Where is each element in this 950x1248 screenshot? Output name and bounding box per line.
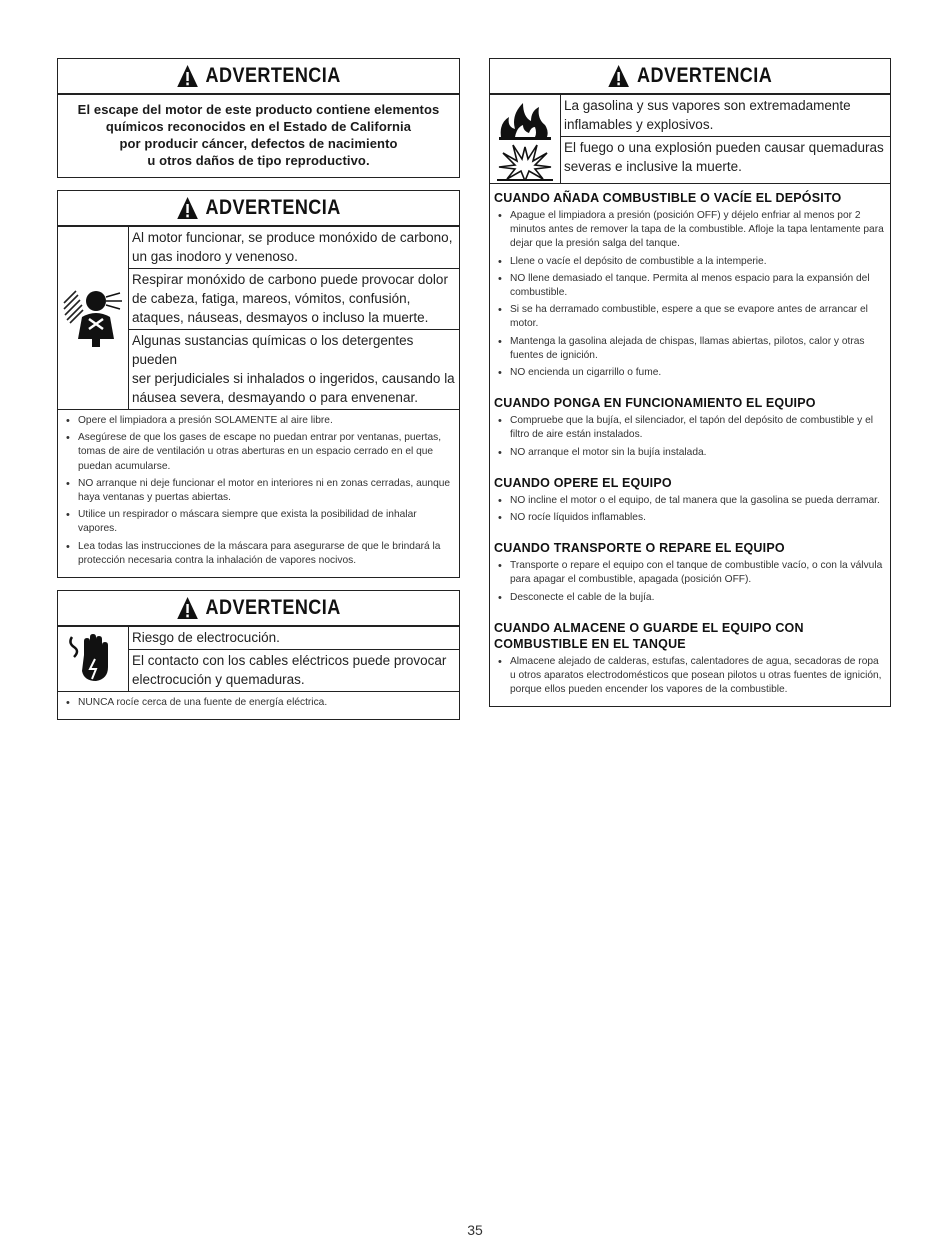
electrocution-warning-box [57, 590, 460, 720]
section-heading: CUANDO ALMACENE O GUARDE EL EQUIPO CON COMBUSTIBLE EN EL TANQUE [494, 620, 804, 651]
list-item: • NO arranque el motor sin la bujía instalada. [496, 446, 884, 460]
warning-title: ADVERTENCIA [205, 64, 341, 87]
fuel-warning-box [489, 58, 891, 707]
california-warning-text [58, 95, 459, 177]
warning-title: ADVERTENCIA [637, 64, 773, 87]
ca-line: u otros daños de tipo reproductivo. [147, 153, 370, 168]
fuel-hazard-text-1: La gasolina y sus vapores son extremadamente inflamables y explosivos. [561, 95, 890, 137]
section-heading: CUANDO TRANSPORTE O REPARE EL EQUIPO [494, 541, 785, 556]
page-number: 35 [467, 1222, 483, 1238]
warning-header [86, 191, 431, 225]
warning-title: ADVERTENCIA [205, 596, 341, 620]
toxic-fumes-icon [62, 283, 124, 353]
section-heading: CUANDO OPERE EL EQUIPO [494, 475, 672, 490]
list-item: • Lea todas las instrucciones de la máscara para asegurarse de que le brindará la protección necesaria contra la inhalación de vapores nocivos. [64, 540, 453, 568]
section-heading: CUANDO PONGA EN FUNCIONAMIENTO EL EQUIPO [494, 396, 816, 411]
warning-triangle-icon [176, 64, 198, 88]
california-warning-box [57, 58, 460, 178]
warning-header [518, 59, 862, 93]
list-item: • Desconecte el cable de la bujía. [496, 591, 884, 605]
fuel-section-operating [490, 469, 890, 534]
shock-hazard-text-2: El contacto con los cables eléctricos puede provocar electrocución y quemaduras. [132, 653, 447, 688]
fuel-section-adding [490, 184, 890, 389]
list-item: • Mantenga la gasolina alejada de chispas, llamas abiertas, pilotos, calor y otras fuentes de ignición. [496, 335, 884, 363]
warning-title: ADVERTENCIA [205, 196, 341, 219]
warning-triangle-icon [608, 64, 630, 88]
shock-icon-cell [58, 627, 129, 691]
left-column [57, 58, 460, 720]
carbon-monoxide-warning-box [57, 190, 460, 578]
co-icon-cell [58, 227, 129, 409]
fuel-section-starting [490, 389, 890, 469]
section-heading: CUANDO AÑADA COMBUSTIBLE O VACÍE EL DEPÓSITO [494, 191, 842, 205]
ca-line: El escape del motor de este producto contiene elementos [77, 102, 440, 117]
list-item: • NUNCA rocíe cerca de una fuente de energía eléctrica. [64, 696, 453, 710]
electric-shock-icon [66, 633, 120, 685]
list-item: • NO llene demasiado el tanque. Permita al menos espacio para la expansión del combustible. [496, 272, 884, 300]
list-item: • Apague el limpiadora a presión (posición OFF) y déjelo enfriar al menos por 2 minutos antes de remover la tapa de la combustible. Afloje la tapa lentamente para dejar que la presión salga del tanque. [496, 209, 884, 252]
shock-hazard-text-1: Riesgo de electrocución. [129, 627, 459, 650]
ca-line: químicos reconocidos en el Estado de California [105, 119, 412, 134]
list-item: • NO arranque ni deje funcionar el motor en interiores ni en zonas cerradas, aunque haya ventanas y puertas abiertas. [64, 477, 453, 505]
list-item: • Almacene alejado de calderas, estufas, calentadores de agua, secadoras de ropa u otros aparatos electrodomésticos que posean pilotos u otras fuentes de ignición, porque ellos pueden encender los vapores de la combustible. [496, 655, 884, 698]
warning-triangle-icon [176, 196, 198, 220]
explosion-icon [495, 141, 555, 181]
list-item: • Llene o vacíe el depósito de combustible a la intemperie. [496, 255, 884, 269]
list-item: • Transporte o repare el equipo con el tanque de combustible vacío, o con la válvula para apagar el combustible, apagada (posición OFF). [496, 559, 884, 587]
list-item: • Si se ha derramado combustible, espere a que se evapore antes de arrancar el motor. [496, 303, 884, 331]
list-item: • Utilice un respirador o máscara siempre que exista la posibilidad de inhalar vapores. [64, 508, 453, 536]
warning-header [86, 591, 431, 625]
list-item: • NO rocíe líquidos inflamables. [496, 511, 884, 525]
list-item: • Opere el limpiadora a presión SOLAMENTE al aire libre. [64, 414, 453, 428]
co-hazard-text-2: Respirar monóxido de carbono puede provocar dolor de cabeza, fatiga, mareos, vómitos, confusión, ataques, náuseas, desmayos o incluso la muerte. [129, 269, 459, 330]
fire-icon [495, 97, 555, 141]
fuel-section-storage [490, 614, 890, 707]
ca-line: por producir cáncer, defectos de nacimiento [119, 136, 398, 151]
list-item: • NO encienda un cigarrillo o fume. [496, 366, 884, 380]
warning-triangle-icon [176, 596, 198, 620]
section-bullet-list [490, 557, 890, 614]
section-bullet-list [490, 412, 890, 469]
warning-header [86, 59, 431, 93]
list-item: • Compruebe que la bujía, el silenciador, el tapón del depósito de combustible y el filtro de aire están instalados. [496, 414, 884, 442]
section-bullet-list [490, 207, 890, 389]
fuel-hazard-text-2: El fuego o una explosión pueden causar quemaduras severas e inclusive la muerte. [564, 140, 884, 174]
section-bullet-list [490, 653, 890, 707]
electrocution-hazard-panel [58, 627, 459, 692]
fuel-section-transport [490, 534, 890, 614]
co-hazard-text-1: Al motor funcionar, se produce monóxido de carbono, un gas inodoro y venenoso. [129, 227, 459, 269]
right-column [489, 58, 891, 707]
co-bullet-list [58, 410, 459, 577]
co-hazard-text-3: Algunas sustancias químicas o los detergentes pueden ser perjudiciales si inhalados o ingeridos, causando la náusea severa, desmayando o para envenenar. [132, 333, 455, 405]
section-bullet-list [490, 492, 890, 534]
list-item: • Asegúrese de que los gases de escape no puedan entrar por ventanas, puertas, tomas de aire de ventilación u otras aberturas en un espacio cerrado en el que puedan acumularse. [64, 431, 453, 474]
list-item: • NO incline el motor o el equipo, de tal manera que la gasolina se pueda derramar. [496, 494, 884, 508]
fuel-hazard-panel [490, 95, 890, 184]
fuel-icon-cell [490, 95, 561, 183]
shock-bullet-list [58, 692, 459, 719]
co-hazard-panel [58, 227, 459, 410]
